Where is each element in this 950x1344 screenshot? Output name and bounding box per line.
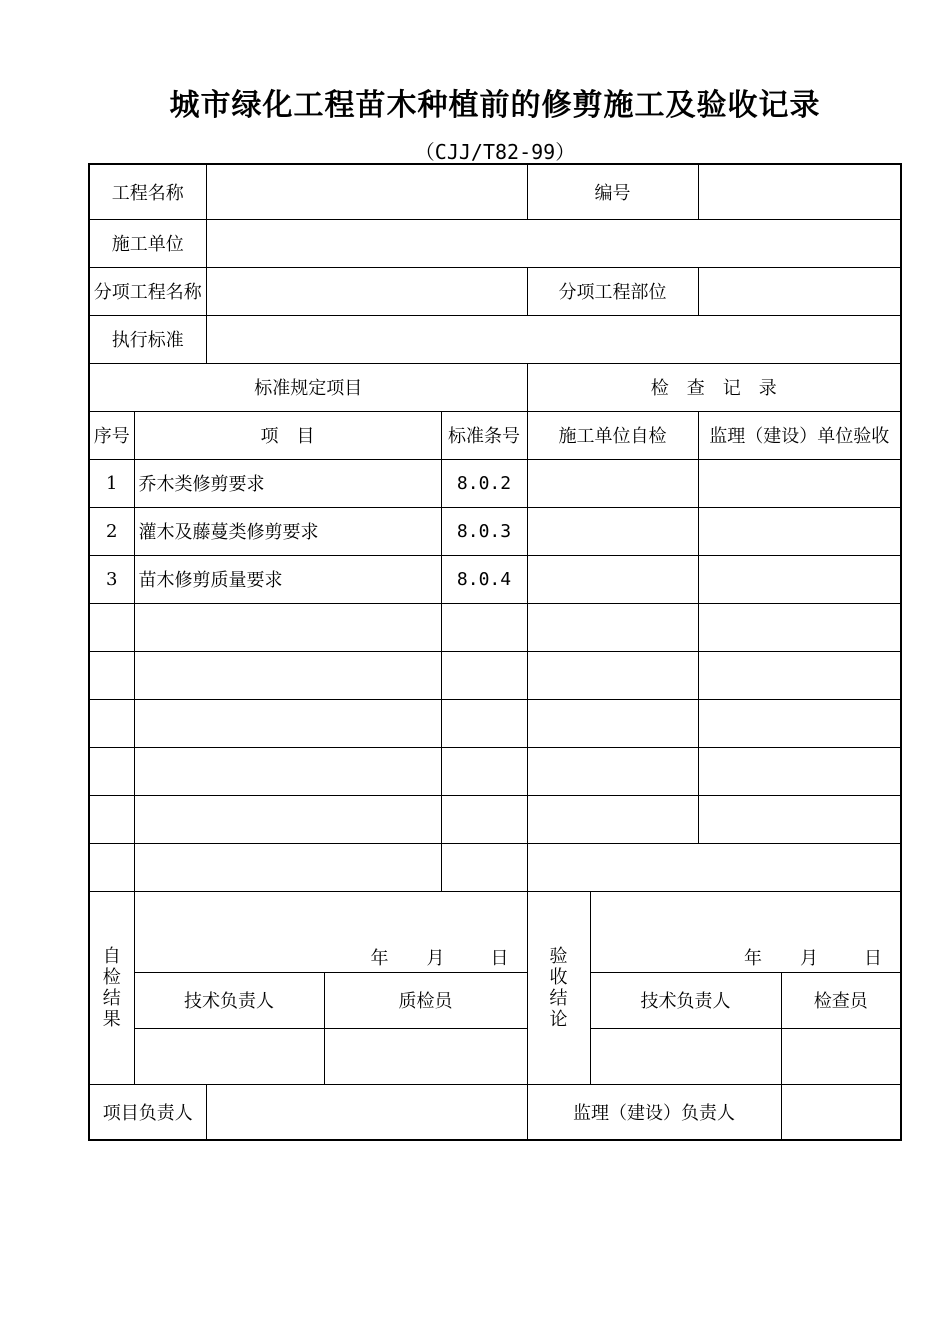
row-item: 灌木及藤蔓类修剪要求 [134,507,441,555]
record-form-table [88,163,902,1141]
empty-cell[interactable] [89,747,134,795]
empty-cell[interactable] [89,699,134,747]
table-row [89,603,901,651]
acceptance-date[interactable] [590,891,901,972]
construction-unit-label: 施工单位 [89,219,206,267]
empty-cell[interactable] [527,747,698,795]
empty-cell[interactable] [527,603,698,651]
project-manager-sign[interactable] [206,1084,527,1140]
row-seq: 3 [89,555,134,603]
empty-cell[interactable] [89,603,134,651]
empty-cell[interactable] [441,843,527,891]
empty-cell[interactable] [698,795,901,843]
standard-field[interactable] [206,315,901,363]
col-seq-header: 序号 [89,411,134,459]
project-name-label: 工程名称 [89,164,206,219]
row-clause: 8.0.2 [441,459,527,507]
self-tech-lead-label: 技术负责人 [134,972,324,1028]
day-label: 日 [490,947,509,969]
empty-cell[interactable] [89,651,134,699]
self-check-result-label: 自检结果 [89,891,134,1084]
empty-cell[interactable] [134,603,441,651]
serial-field[interactable] [698,164,901,219]
empty-cell[interactable] [134,747,441,795]
serial-label: 编号 [527,164,698,219]
col-self-check-header: 施工单位自检 [527,411,698,459]
row-self-check-cell[interactable] [527,459,698,507]
empty-cell[interactable] [89,795,134,843]
col-clause-header: 标准条号 [441,411,527,459]
construction-unit-field[interactable] [206,219,901,267]
table-row [89,507,901,555]
col-supervision-header: 监理（建设）单位验收 [698,411,901,459]
row-self-check-cell[interactable] [527,507,698,555]
empty-cell[interactable] [698,747,901,795]
sub-project-name-field[interactable] [206,267,527,315]
empty-cell[interactable] [527,651,698,699]
form-subtitle: （CJJ/T82-99） [414,140,576,164]
empty-cell[interactable] [441,795,527,843]
row-seq: 1 [89,459,134,507]
table-row [89,747,901,795]
empty-cell[interactable] [527,843,901,891]
empty-cell[interactable] [134,699,441,747]
inspector-label: 检查员 [781,972,901,1028]
empty-cell[interactable] [441,603,527,651]
year-label: 年 [370,947,389,969]
inspector-sign[interactable] [781,1028,901,1084]
row-clause: 8.0.3 [441,507,527,555]
empty-cell[interactable] [527,699,698,747]
empty-cell[interactable] [698,651,901,699]
empty-cell[interactable] [134,795,441,843]
empty-cell[interactable] [698,699,901,747]
table-row [89,459,901,507]
table-row [89,555,901,603]
supervision-manager-sign[interactable] [781,1084,901,1140]
table-row [89,651,901,699]
sub-project-name-label: 分项工程名称 [89,267,206,315]
accept-tech-lead-sign[interactable] [590,1028,781,1084]
self-check-date[interactable] [134,891,527,972]
row-item: 苗木修剪质量要求 [134,555,441,603]
empty-cell[interactable] [134,843,441,891]
month-label: 月 [800,947,819,969]
col-item-header: 项 目 [134,411,441,459]
sub-project-location-label: 分项工程部位 [527,267,698,315]
standard-items-heading: 标准规定项目 [89,363,527,411]
accept-tech-lead-label: 技术负责人 [590,972,781,1028]
row-seq: 2 [89,507,134,555]
project-name-field[interactable] [206,164,527,219]
empty-cell[interactable] [89,843,134,891]
table-row [89,843,901,891]
table-row [89,795,901,843]
form-title: 城市绿化工程苗木种植前的修剪施工及验收记录 [169,88,821,123]
self-tech-lead-sign[interactable] [134,1028,324,1084]
supervision-manager-label: 监理（建设）负责人 [527,1084,781,1140]
row-supervision-cell[interactable] [698,507,901,555]
quality-inspector-label: 质检员 [324,972,527,1028]
empty-cell[interactable] [698,603,901,651]
empty-cell[interactable] [441,651,527,699]
month-label: 月 [426,947,445,969]
row-supervision-cell[interactable] [698,555,901,603]
table-row [89,699,901,747]
empty-cell[interactable] [134,651,441,699]
row-supervision-cell[interactable] [698,459,901,507]
row-self-check-cell[interactable] [527,555,698,603]
empty-cell[interactable] [527,795,698,843]
inspection-record-heading: 检 查 记 录 [527,363,901,411]
project-manager-label: 项目负责人 [89,1084,206,1140]
acceptance-conclusion-label: 验收结论 [527,891,590,1084]
row-clause: 8.0.4 [441,555,527,603]
sub-project-location-field[interactable] [698,267,901,315]
row-item: 乔木类修剪要求 [134,459,441,507]
day-label: 日 [864,947,883,969]
empty-cell[interactable] [441,747,527,795]
standard-label: 执行标准 [89,315,206,363]
quality-inspector-sign[interactable] [324,1028,527,1084]
empty-cell[interactable] [441,699,527,747]
year-label: 年 [744,947,763,969]
